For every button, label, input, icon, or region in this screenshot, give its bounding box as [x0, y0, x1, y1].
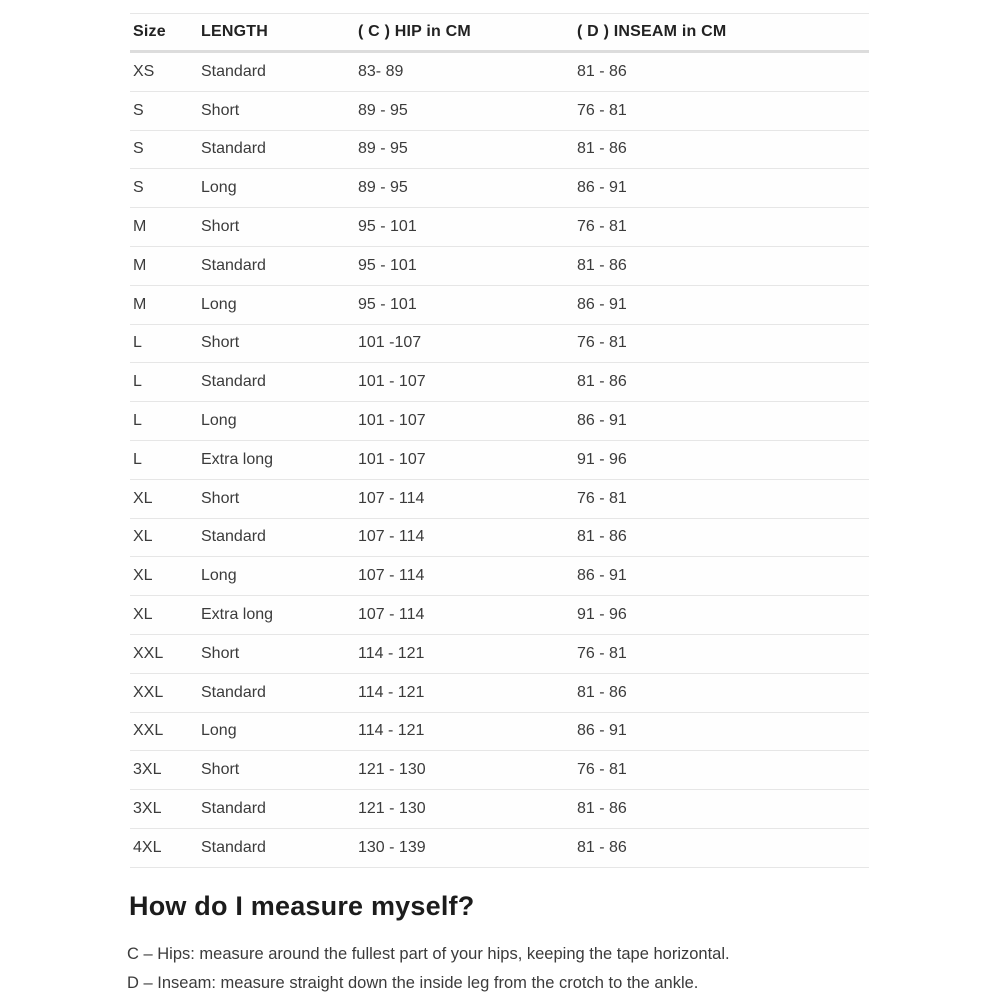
table-row: [130, 673, 869, 712]
measure-instruction-hips: C – Hips: measure around the fullest part of your hips, keeping the tape horizontal.: [127, 945, 730, 963]
table-cell-size: XL: [133, 606, 153, 624]
table-cell-length: Short: [201, 218, 240, 236]
table-cell-length: Standard: [201, 528, 266, 546]
table-cell-inseam: 81 - 86: [577, 683, 627, 701]
table-cell-inseam: 76 - 81: [577, 761, 627, 779]
table-cell-size: L: [133, 450, 142, 468]
table-cell-hip: 107 - 114: [358, 567, 425, 585]
table-cell-length: Short: [201, 101, 240, 119]
table-cell-hip: 101 - 107: [358, 412, 426, 430]
table-cell-length: Standard: [201, 140, 266, 158]
table-cell-hip: 83- 89: [358, 62, 404, 80]
table-cell-hip: 114 - 121: [358, 683, 425, 701]
size-chart-table-container: [130, 13, 869, 868]
table-cell-hip: 89 - 95: [358, 140, 408, 158]
table-cell-hip: 114 - 121: [358, 644, 425, 662]
table-cell-hip: 95 - 101: [358, 218, 417, 236]
table-cell-length: Short: [201, 489, 240, 507]
table-cell-length: Short: [201, 334, 240, 352]
table-cell-size: XXL: [133, 683, 164, 701]
table-cell-hip: 95 - 101: [358, 295, 417, 313]
table-body: [130, 52, 869, 868]
table-cell-inseam: 86 - 91: [577, 179, 627, 197]
table-cell-hip: 107 - 114: [358, 528, 425, 546]
table-cell-size: L: [133, 373, 142, 391]
table-cell-inseam: 81 - 86: [577, 528, 627, 546]
table-cell-length: Standard: [201, 683, 266, 701]
table-row: [130, 828, 869, 867]
table-cell-hip: 114 - 121: [358, 722, 425, 740]
table-cell-inseam: 76 - 81: [577, 644, 627, 662]
table-cell-inseam: 81 - 86: [577, 62, 627, 80]
table-cell-size: M: [133, 218, 147, 236]
table-row: [130, 169, 869, 208]
table-row: [130, 712, 869, 751]
table-cell-hip: 89 - 95: [358, 179, 408, 197]
table-cell-size: L: [133, 412, 142, 430]
table-cell-size: 3XL: [133, 800, 162, 818]
table-cell-size: L: [133, 334, 142, 352]
table-cell-size: 3XL: [133, 761, 162, 779]
table-row: [130, 324, 869, 363]
column-header-size: Size: [133, 23, 166, 40]
table-cell-length: Long: [201, 412, 237, 430]
size-chart-table: [130, 13, 869, 868]
table-row: [130, 130, 869, 169]
table-cell-size: S: [133, 101, 144, 119]
table-cell-hip: 89 - 95: [358, 101, 408, 119]
table-row: [130, 52, 869, 92]
table-cell-inseam: 81 - 86: [577, 256, 627, 274]
table-cell-inseam: 86 - 91: [577, 412, 627, 430]
table-cell-size: XXL: [133, 644, 164, 662]
table-cell-length: Standard: [201, 800, 266, 818]
table-cell-inseam: 91 - 96: [577, 606, 627, 624]
table-cell-size: M: [133, 256, 147, 274]
measure-section-heading: How do I measure myself?: [129, 891, 475, 921]
table-cell-length: Standard: [201, 838, 266, 856]
table-row: [130, 402, 869, 441]
table-cell-length: Long: [201, 179, 237, 197]
table-row: [130, 557, 869, 596]
table-cell-length: Long: [201, 567, 237, 585]
table-cell-inseam: 81 - 86: [577, 140, 627, 158]
table-row: [130, 518, 869, 557]
table-cell-inseam: 76 - 81: [577, 334, 627, 352]
table-row: [130, 479, 869, 518]
table-cell-inseam: 76 - 81: [577, 101, 627, 119]
table-cell-hip: 101 - 107: [358, 373, 426, 391]
table-cell-length: Extra long: [201, 450, 274, 468]
table-cell-inseam: 76 - 81: [577, 218, 627, 236]
table-cell-inseam: 81 - 86: [577, 800, 627, 818]
table-row: [130, 246, 869, 285]
table-cell-hip: 95 - 101: [358, 256, 417, 274]
table-row: [130, 208, 869, 247]
table-row: [130, 285, 869, 324]
table-cell-inseam: 86 - 91: [577, 295, 627, 313]
table-row: [130, 596, 869, 635]
table-cell-hip: 121 - 130: [358, 761, 426, 779]
table-header-row: [130, 14, 869, 52]
table-cell-hip: 101 - 107: [358, 450, 426, 468]
table-cell-inseam: 91 - 96: [577, 450, 627, 468]
table-cell-length: Standard: [201, 373, 266, 391]
table-cell-size: XL: [133, 489, 153, 507]
measure-instruction-inseam: D – Inseam: measure straight down the inside leg from the crotch to the ankle.: [127, 974, 699, 992]
table-cell-length: Standard: [201, 256, 266, 274]
table-row: [130, 634, 869, 673]
table-row: [130, 790, 869, 829]
table-cell-inseam: 76 - 81: [577, 489, 627, 507]
column-header-inseam: ( D ) INSEAM in CM: [577, 23, 727, 40]
table-row: [130, 440, 869, 479]
table-cell-hip: 121 - 130: [358, 800, 426, 818]
table-cell-inseam: 81 - 86: [577, 838, 627, 856]
column-header-length: LENGTH: [201, 23, 268, 40]
table-cell-size: S: [133, 140, 144, 158]
table-cell-size: S: [133, 179, 144, 197]
table-header: [130, 14, 869, 52]
table-cell-size: XL: [133, 528, 153, 546]
table-cell-size: XL: [133, 567, 153, 585]
table-cell-length: Long: [201, 722, 237, 740]
table-cell-size: XXL: [133, 722, 164, 740]
table-cell-length: Short: [201, 644, 240, 662]
table-cell-hip: 107 - 114: [358, 489, 425, 507]
table-cell-length: Standard: [201, 62, 266, 80]
table-cell-hip: 130 - 139: [358, 838, 426, 856]
table-cell-size: M: [133, 295, 147, 313]
table-cell-length: Extra long: [201, 606, 274, 624]
table-cell-size: 4XL: [133, 838, 162, 856]
table-row: [130, 751, 869, 790]
table-cell-inseam: 86 - 91: [577, 567, 627, 585]
table-cell-size: XS: [133, 62, 155, 80]
table-cell-length: Long: [201, 295, 237, 313]
table-cell-length: Short: [201, 761, 240, 779]
table-cell-inseam: 81 - 86: [577, 373, 627, 391]
table-cell-inseam: 86 - 91: [577, 722, 627, 740]
column-header-hip: ( C ) HIP in CM: [358, 23, 471, 40]
table-cell-hip: 107 - 114: [358, 606, 425, 624]
table-row: [130, 363, 869, 402]
table-cell-hip: 101 -107: [358, 334, 422, 352]
table-row: [130, 91, 869, 130]
